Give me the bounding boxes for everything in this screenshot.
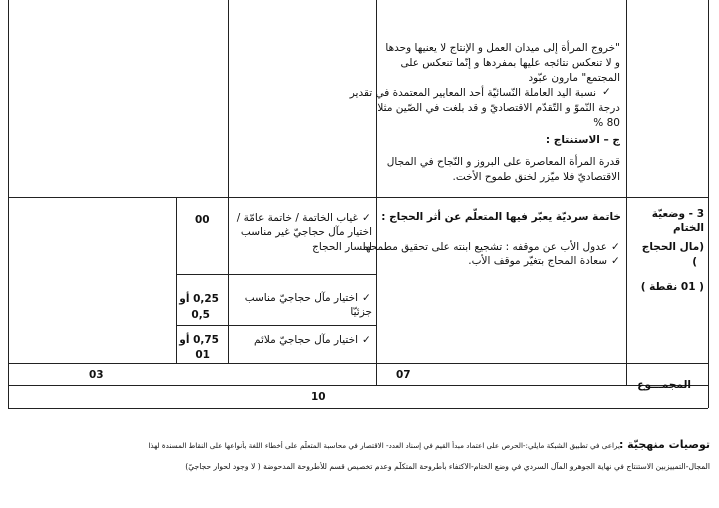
- row-section3-bottom: [8, 363, 708, 364]
- row-top-bottom: [8, 197, 708, 198]
- section3-title-1: 3 - وضعيّة: [651, 208, 704, 220]
- table-left-border: [8, 0, 9, 408]
- quote-line-1: "خروج المرأة إلى ميدان العمل و الإنتاج لا يعنيها وحدها: [385, 42, 620, 54]
- table-bottom-border: [8, 408, 708, 409]
- criteria-1-line-3: لمسار الحجاج: [312, 241, 372, 253]
- task-heading: خاتمة سرديّة يعبّر فيها المتعلّم عن أثر الحجاج :: [381, 211, 621, 223]
- conclusion-line-1: قدرة المرأة المعاصرة على البروز و النّجاح في المجال: [386, 156, 620, 168]
- criteria-2-line-2: جزئيّا: [350, 306, 372, 318]
- bullet-line-3: 80 %: [593, 117, 620, 129]
- criteria-1-line-1: غياب الخاتمة / خاتمة عامّة /: [236, 212, 358, 224]
- quote-line-2: و لا تنعكس نتائجه عليها بمفردها و إنّما تنعكس على: [400, 57, 620, 69]
- bullet-line-1: نسبة اليد العاملة النّسائيّة أحد المعايير المعتمدة في تقدير: [349, 87, 596, 99]
- criteria-3-line-1: اختيار مآل حجاجيّ ملائم: [254, 334, 358, 346]
- quote-line-3: المجتمع" مارون عبّود: [528, 72, 620, 84]
- criteria-1-line-2: اختيار مآل حجاجيّ غير مناسب: [240, 226, 372, 238]
- score-1: 00: [195, 214, 210, 226]
- score-2-line-1: 0,25 أو: [179, 293, 219, 305]
- row-totals-bottom: [8, 385, 708, 386]
- recommendations-line-1: يراعى في تطبيق الشبكة مايلي:-الحرص على اعتماد مبدأ القيم في إسناد العدد- الاقتصار في محاسبة المتعلّم على أخطاء اللغة بأنواعها على النقاط المسندة لهذا: [148, 441, 620, 450]
- check-icon: ✓: [611, 241, 620, 253]
- total-grand: 10: [311, 391, 326, 403]
- section3-points: ( 01 نقطة ): [640, 281, 704, 293]
- total-col-b: 03: [89, 369, 104, 381]
- recommendations-heading: توصيات منهجيّة :: [618, 438, 710, 451]
- task-item-2: سعادة المحاج بتغيّر موقف الأب.: [468, 255, 607, 267]
- col-content-right: [626, 0, 627, 363]
- section3-title-3: (مال الحجاج: [641, 241, 704, 253]
- score-3-line-1: 0,75 أو: [179, 334, 219, 346]
- total-col-a: 07: [396, 369, 411, 381]
- bullet-line-2: درجة النّموّ و التّقدّم الاقتصاديّ و قد بلغت في الصّين مثلا: [377, 102, 620, 114]
- section3-title-4: ): [692, 256, 697, 268]
- table-right-border: [708, 0, 709, 408]
- conclusion-line-2: الاقتصاديّ فلا ميّزر لخنق طموح الأخت.: [452, 171, 620, 183]
- total-label: المجمـــوع: [637, 379, 691, 391]
- col-score-left: [176, 197, 177, 363]
- check-icon: ✓: [611, 255, 620, 267]
- criteria-2-line-1: اختيار مآل حجاجيّ مناسب: [244, 292, 358, 304]
- col-totals-right: [626, 363, 627, 385]
- col-criteria-right: [376, 0, 377, 385]
- check-icon: ✓: [362, 292, 371, 304]
- conclusion-heading: ج – الاستنتاج :: [545, 134, 620, 146]
- check-icon: ✓: [362, 334, 371, 346]
- recommendations-line-2: المجال-التمييزبين الاستنتاج في نهاية الجوهرو المآل السردي في وضع الختام-الاكتفاء بأطروحة المتكلّم وعدم تخصيص قسم للأطروحة المدحوضة ( لا وجود لحوار حجاجيّ): [185, 462, 710, 471]
- score-3-line-2: 01: [195, 349, 210, 361]
- check-icon: ✓: [602, 86, 611, 98]
- col-score-right: [228, 0, 229, 363]
- row-criteria1-bottom: [176, 274, 377, 275]
- row-criteria2-bottom: [176, 325, 377, 326]
- check-icon: ✓: [362, 212, 371, 224]
- score-2-line-2: 0,5: [191, 309, 210, 321]
- section3-title-2: الختام: [672, 222, 704, 234]
- task-item-1: عدول الأب عن موقفه : تشجيع ابنته على تحقيق مطمحها: [362, 241, 607, 253]
